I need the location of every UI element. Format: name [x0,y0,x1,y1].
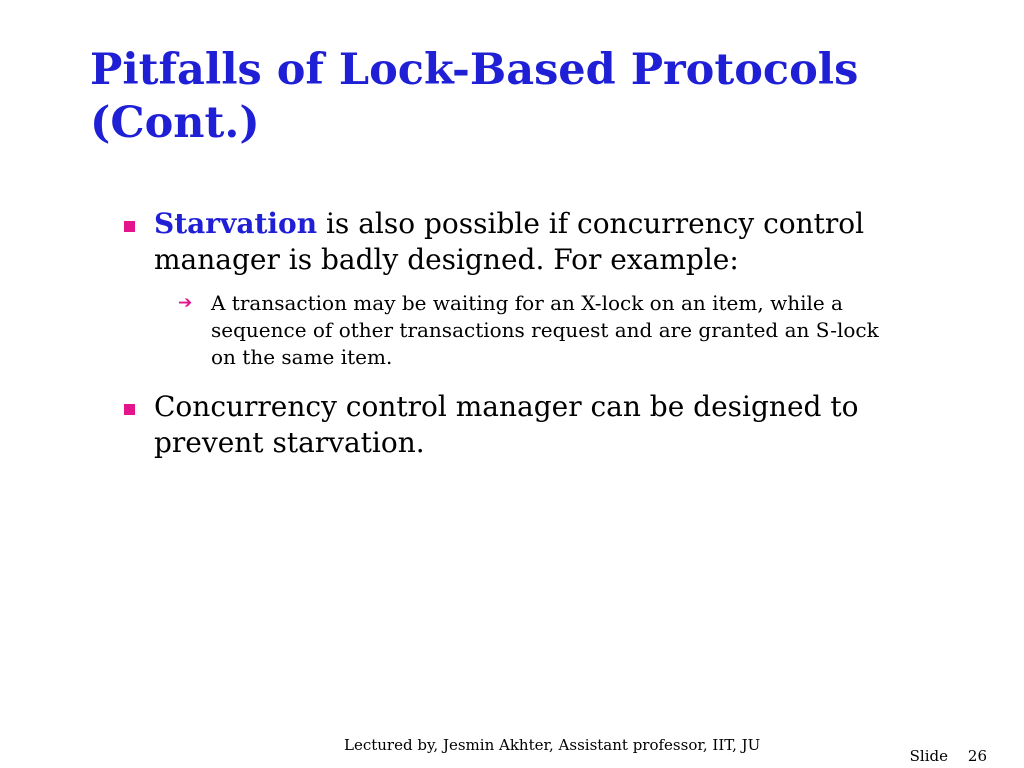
slide-title-line-1: Pitfalls of Lock-Based Protocols [90,45,859,95]
bullet-emphasis-starvation: Starvation [154,207,318,240]
bullet-list [122,206,902,479]
slide-title [90,44,990,150]
subbullet-text-xlock: A transaction may be waiting for an X-lock on an item, while a sequence of other transactions request and are granted an S-lock on the same item. [211,291,879,369]
bullet-item-starvation [122,206,902,371]
bullet-text-starvation: is also possible if concurrency control manager is badly designed. For example: [154,207,865,276]
arrow-right-icon: ➔ [178,293,193,313]
bullet-text-prevent-starvation: Concurrency control manager can be designed to prevent starvation. [154,390,859,459]
footer-credit: Lectured by, Jesmin Akhter, Assistant professor, IIT, JU [344,736,761,754]
subbullet-item-xlock [154,290,902,371]
slide-title-line-2: (Cont.) [90,98,260,148]
square-bullet-icon [124,404,135,415]
footer-slide-number: 26 [967,747,987,765]
square-bullet-icon [124,221,135,232]
subbullet-list [154,290,902,371]
footer-slide-label: Slide [909,747,948,765]
bullet-item-prevent-starvation [122,389,902,461]
